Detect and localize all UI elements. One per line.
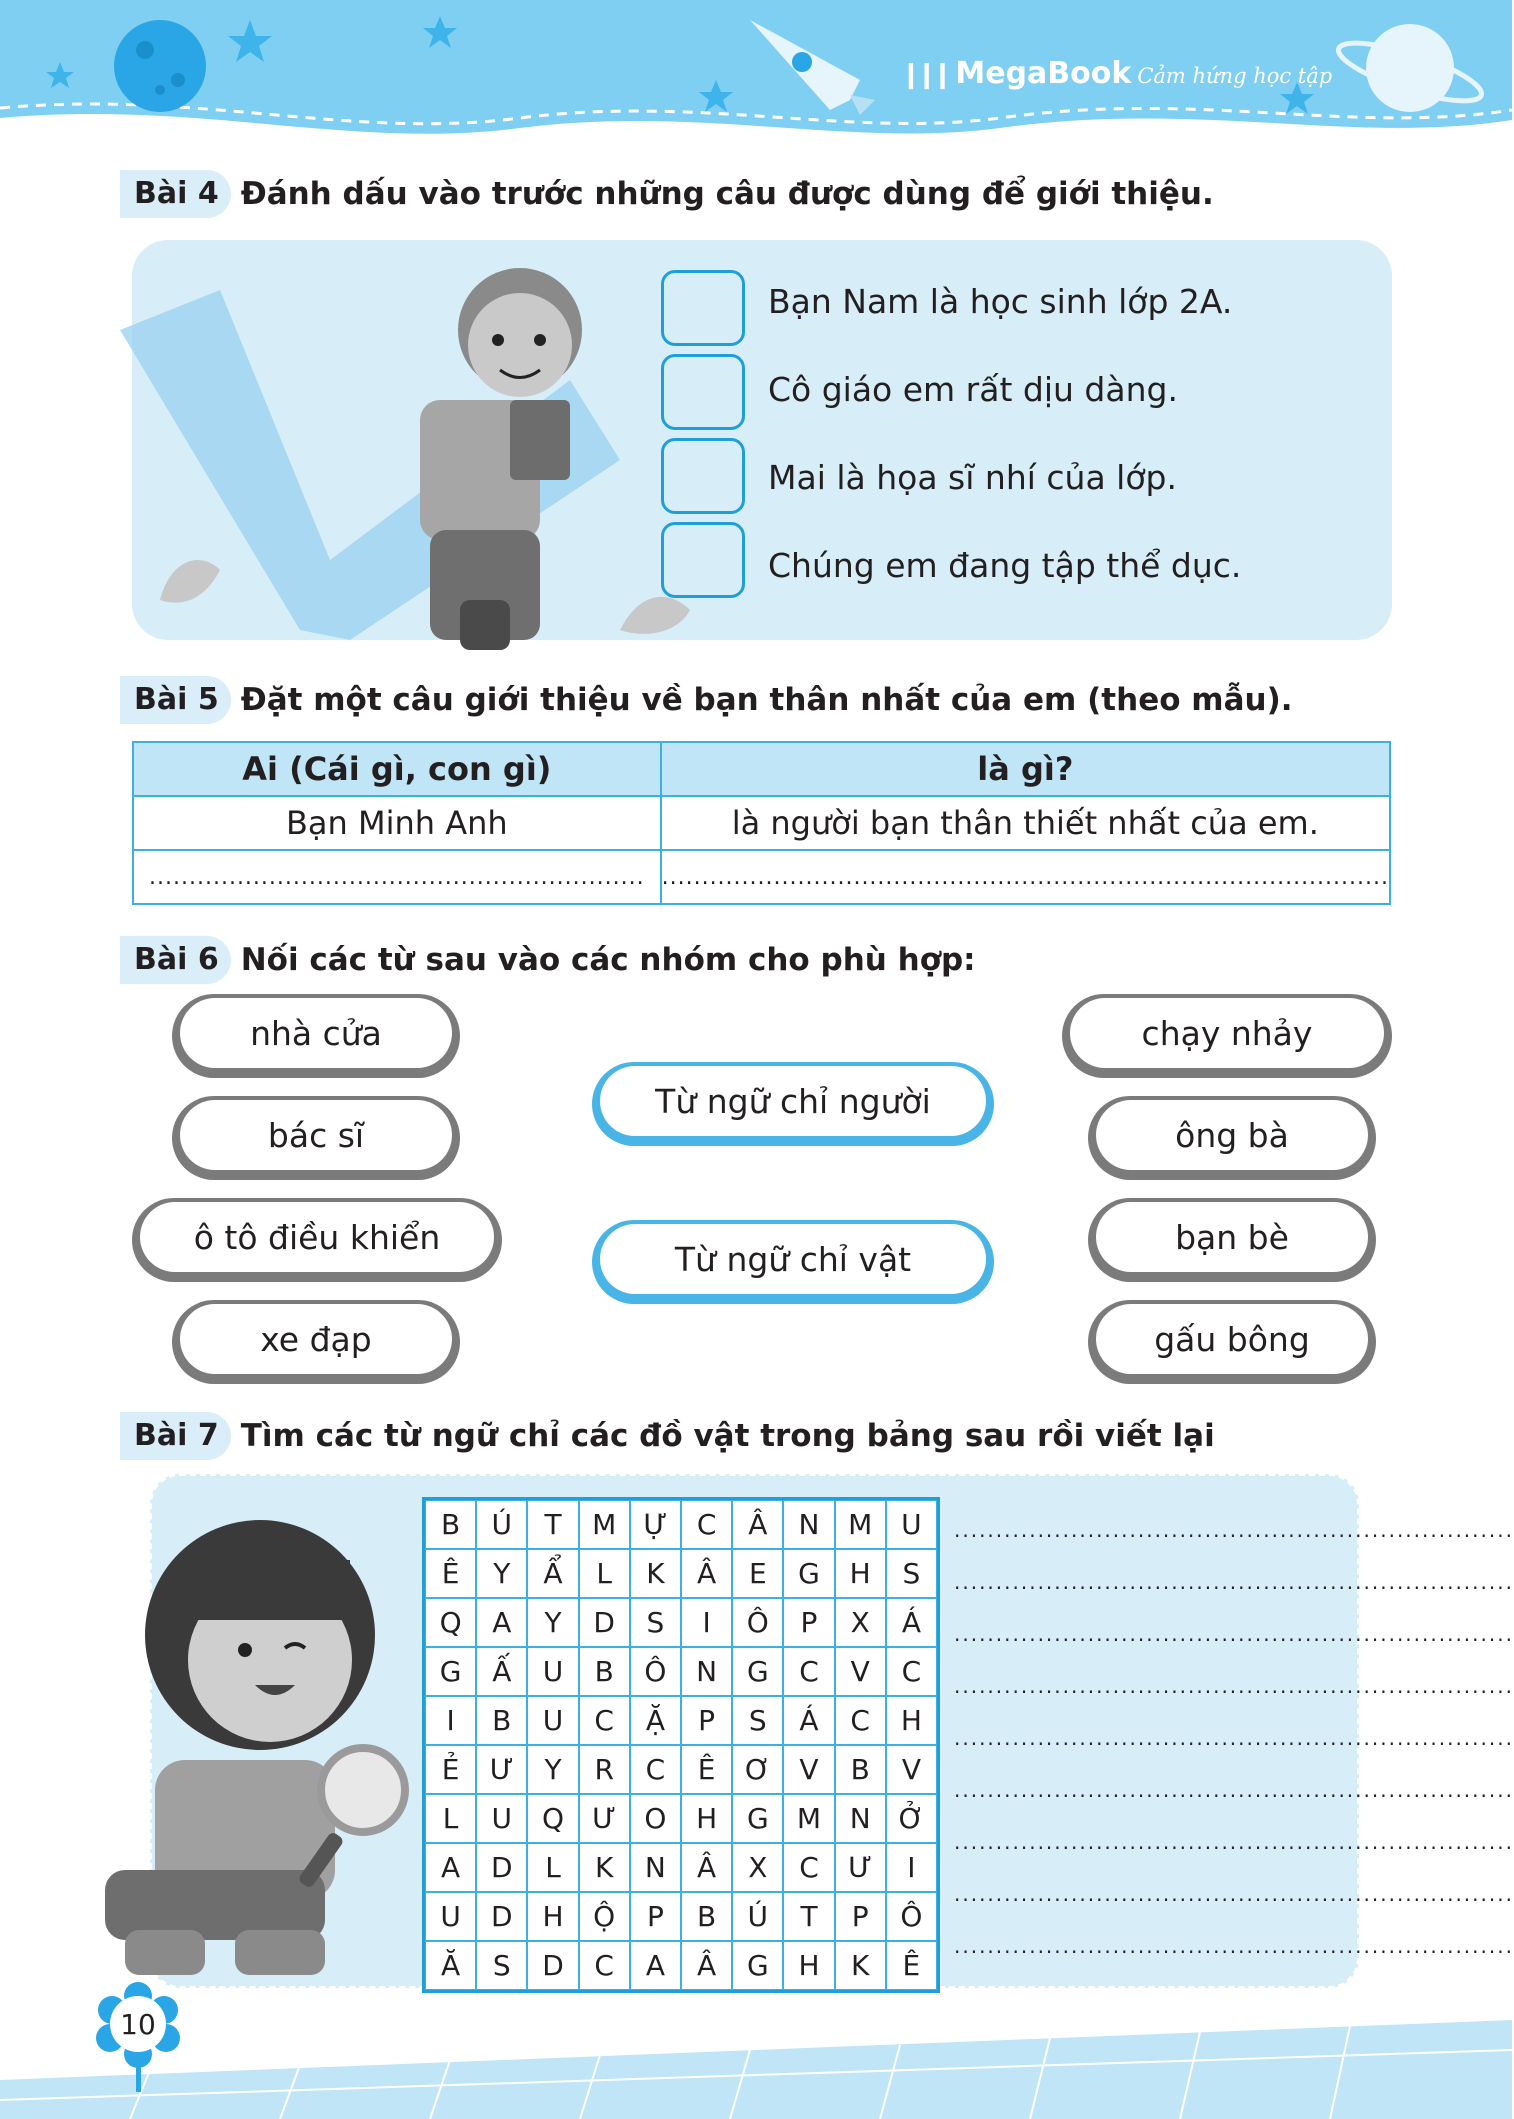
grid-cell[interactable]: Ấ (476, 1647, 527, 1696)
grid-cell[interactable]: Ă (425, 1941, 476, 1990)
grid-cell[interactable]: U (476, 1794, 527, 1843)
grid-cell[interactable]: N (783, 1500, 834, 1549)
answer-line[interactable]: ................................................................... (954, 1830, 1514, 1854)
grid-cell[interactable]: V (886, 1745, 937, 1794)
word-text: chạy nhảy (1070, 998, 1384, 1068)
word-pill[interactable] (1088, 1198, 1376, 1282)
grid-cell[interactable]: Ự (630, 1500, 681, 1549)
exercise-label: Bài 4 (120, 170, 231, 218)
grid-cell[interactable]: K (835, 1941, 886, 1990)
grid-cell[interactable]: D (476, 1892, 527, 1941)
group-text: Từ ngữ chỉ vật (600, 1224, 986, 1294)
option-text: Cô giáo em rất dịu dàng. (768, 370, 1178, 409)
word-text: nhà cửa (180, 998, 452, 1068)
word-pill[interactable] (1088, 1096, 1376, 1180)
word-pill[interactable] (172, 1096, 460, 1180)
word-text: ông bà (1096, 1100, 1368, 1170)
grid-cell[interactable]: C (886, 1647, 937, 1696)
grid-cell[interactable]: C (783, 1843, 834, 1892)
grid-cell[interactable]: C (579, 1696, 630, 1745)
grid-cell[interactable]: P (630, 1892, 681, 1941)
exercise-instruction: Đặt một câu giới thiệu về bạn thân nhất của em (theo mẫu). (240, 682, 1293, 718)
answer-line[interactable]: ................................................................... (954, 1518, 1514, 1542)
grid-cell[interactable]: P (783, 1598, 834, 1647)
grid-cell[interactable]: A (630, 1941, 681, 1990)
grid-cell[interactable]: Y (476, 1549, 527, 1598)
word-pill[interactable] (1062, 994, 1392, 1078)
grid-cell[interactable]: T (783, 1892, 834, 1941)
grid-cell[interactable]: I (886, 1843, 937, 1892)
grid-cell[interactable]: O (630, 1794, 681, 1843)
answer-blank[interactable]: .............................................................. (133, 850, 661, 904)
bai5-title (120, 674, 1293, 726)
option-checkbox[interactable] (661, 522, 745, 598)
option-checkbox[interactable] (661, 270, 745, 346)
grid-cell[interactable]: G (425, 1647, 476, 1696)
grid-cell[interactable]: M (783, 1794, 834, 1843)
grid-cell[interactable]: Â (732, 1500, 783, 1549)
grid-cell[interactable]: M (835, 1500, 886, 1549)
grid-cell[interactable]: G (732, 1647, 783, 1696)
word-pill[interactable] (1088, 1300, 1376, 1384)
option-text: Bạn Nam là học sinh lớp 2A. (768, 282, 1233, 321)
bai6-title (120, 934, 976, 986)
grid-cell[interactable]: M (579, 1500, 630, 1549)
grid-cell[interactable]: C (681, 1500, 732, 1549)
word-text: gấu bông (1096, 1304, 1368, 1374)
option-checkbox[interactable] (661, 354, 745, 430)
grid-cell[interactable]: K (630, 1549, 681, 1598)
grid-cell[interactable]: L (425, 1794, 476, 1843)
grid-cell[interactable]: N (835, 1794, 886, 1843)
grid-cell[interactable]: Ư (835, 1843, 886, 1892)
exercise-label: Bài 5 (120, 676, 231, 724)
grid-cell[interactable]: P (835, 1892, 886, 1941)
answer-line[interactable]: ................................................................... (954, 1622, 1514, 1646)
grid-cell[interactable]: Ư (476, 1745, 527, 1794)
grid-cell[interactable]: U (527, 1696, 578, 1745)
column-header: Ai (Cái gì, con gì) (133, 742, 661, 796)
grid-cell[interactable]: C (783, 1647, 834, 1696)
grid-cell[interactable]: N (630, 1843, 681, 1892)
grid-cell[interactable]: Ú (732, 1892, 783, 1941)
grid-cell[interactable]: E (732, 1549, 783, 1598)
moon-icon (114, 20, 206, 112)
grid-cell[interactable]: S (630, 1598, 681, 1647)
grid-cell[interactable]: I (681, 1598, 732, 1647)
grid-cell[interactable]: C (835, 1696, 886, 1745)
grid-cell[interactable]: B (681, 1892, 732, 1941)
grid-cell[interactable]: Ê (886, 1941, 937, 1990)
grid-cell[interactable]: V (783, 1745, 834, 1794)
grid-cell[interactable]: K (579, 1843, 630, 1892)
word-text: bác sĩ (180, 1100, 452, 1170)
grid-cell[interactable]: Ô (732, 1598, 783, 1647)
table-row-blank[interactable] (133, 850, 1390, 904)
grid-cell[interactable]: S (732, 1696, 783, 1745)
brand-logo (900, 56, 1332, 91)
grid-cell[interactable]: G (732, 1794, 783, 1843)
grid-cell[interactable]: U (886, 1500, 937, 1549)
grid-cell[interactable]: P (681, 1696, 732, 1745)
brand-name: MegaBook (955, 56, 1132, 91)
grid-cell[interactable]: G (783, 1549, 834, 1598)
grid-cell[interactable]: Ô (630, 1647, 681, 1696)
word-search-grid[interactable] (422, 1497, 940, 1993)
bai4-title (120, 168, 1214, 220)
word-text: bạn bè (1096, 1202, 1368, 1272)
grid-cell[interactable]: X (835, 1598, 886, 1647)
girl-illustration (95, 1500, 425, 1990)
grid-cell[interactable]: B (476, 1696, 527, 1745)
grid-cell[interactable]: N (681, 1647, 732, 1696)
grid-cell[interactable]: Á (886, 1598, 937, 1647)
grid-cell[interactable]: Ô (886, 1892, 937, 1941)
grid-cell[interactable]: Â (681, 1941, 732, 1990)
grid-cell[interactable]: H (835, 1549, 886, 1598)
table-cell: là người bạn thân thiết nhất của em. (661, 796, 1390, 850)
page-number: 10 (120, 2007, 156, 2041)
word-pill[interactable] (172, 994, 460, 1078)
option-text: Chúng em đang tập thể dục. (768, 546, 1242, 585)
answer-line[interactable]: ................................................................... (954, 1570, 1514, 1594)
grid-cell[interactable]: I (425, 1696, 476, 1745)
grid-cell[interactable]: Ơ (732, 1745, 783, 1794)
grid-cell[interactable]: S (476, 1941, 527, 1990)
bai7-title (120, 1410, 1215, 1462)
exercise-label: Bài 6 (120, 936, 231, 984)
grid-cell[interactable]: Q (527, 1794, 578, 1843)
grid-cell[interactable]: Y (527, 1598, 578, 1647)
word-text: xe đạp (180, 1304, 452, 1374)
group-text: Từ ngữ chỉ người (600, 1066, 986, 1136)
word-text: ô tô điều khiển (140, 1202, 494, 1272)
table-header-row (133, 742, 1390, 796)
grid-cell[interactable]: A (425, 1843, 476, 1892)
grid-cell[interactable]: Ẻ (425, 1745, 476, 1794)
grid-cell[interactable]: Ộ (579, 1892, 630, 1941)
grid-cell[interactable]: H (527, 1892, 578, 1941)
grid-cell[interactable]: Ở (886, 1794, 937, 1843)
answer-line[interactable]: ................................................................... (954, 1934, 1514, 1958)
exercise-instruction: Đánh dấu vào trước những câu được dùng để giới thiệu. (240, 176, 1214, 212)
boy-illustration (100, 270, 660, 650)
grid-cell[interactable]: Ư (579, 1794, 630, 1843)
grid-cell[interactable]: Ê (425, 1549, 476, 1598)
grid-cell[interactable]: C (630, 1745, 681, 1794)
grid-cell[interactable]: B (835, 1745, 886, 1794)
footer-grid-background (0, 2010, 1512, 2119)
exercise-label: Bài 7 (120, 1412, 231, 1460)
brand-mark-icon: ❙❙❙ (900, 60, 948, 90)
answer-line[interactable]: ................................................................... (954, 1674, 1514, 1698)
grid-cell[interactable]: U (527, 1647, 578, 1696)
grid-cell[interactable]: D (527, 1941, 578, 1990)
option-text: Mai là họa sĩ nhí của lớp. (768, 458, 1177, 497)
answer-line[interactable]: ................................................................... (954, 1726, 1514, 1750)
grid-cell[interactable]: Q (425, 1598, 476, 1647)
word-pill[interactable] (172, 1300, 460, 1384)
grid-cell[interactable]: G (732, 1941, 783, 1990)
grid-cell[interactable]: Á (783, 1696, 834, 1745)
answer-blank[interactable]: ........................................................................................... (661, 850, 1390, 904)
grid-cell[interactable]: H (783, 1941, 834, 1990)
grid-cell[interactable]: U (425, 1892, 476, 1941)
grid-cell[interactable]: H (681, 1794, 732, 1843)
grid-cell[interactable]: A (476, 1598, 527, 1647)
group-pill[interactable] (592, 1220, 994, 1304)
exercise-instruction: Tìm các từ ngữ chỉ các đồ vật trong bảng sau rồi viết lại (240, 1418, 1215, 1454)
grid-cell[interactable]: T (527, 1500, 578, 1549)
grid-cell[interactable]: Ặ (630, 1696, 681, 1745)
intro-table (132, 741, 1391, 905)
grid-cell[interactable]: Ẩ (527, 1549, 578, 1598)
grid-cell[interactable]: Ú (476, 1500, 527, 1549)
answer-line[interactable]: ................................................................... (954, 1778, 1514, 1802)
word-pill[interactable] (132, 1198, 502, 1282)
grid-cell[interactable]: L (527, 1843, 578, 1892)
grid-cell[interactable]: D (476, 1843, 527, 1892)
column-header: là gì? (661, 742, 1390, 796)
leaf-icon (160, 560, 220, 603)
grid-cell[interactable]: Ê (681, 1745, 732, 1794)
exercise-instruction: Nối các từ sau vào các nhóm cho phù hợp: (240, 942, 976, 978)
grid-cell[interactable]: R (579, 1745, 630, 1794)
table-cell: Bạn Minh Anh (133, 796, 661, 850)
grid-cell[interactable]: S (886, 1549, 937, 1598)
grid-cell[interactable]: C (579, 1941, 630, 1990)
grid-cell[interactable]: Â (681, 1549, 732, 1598)
grid-cell[interactable]: D (579, 1598, 630, 1647)
grid-cell[interactable]: L (579, 1549, 630, 1598)
table-row (133, 796, 1390, 850)
grid-cell[interactable]: B (425, 1500, 476, 1549)
grid-cell[interactable]: Y (527, 1745, 578, 1794)
grid-cell[interactable]: Â (681, 1843, 732, 1892)
grid-cell[interactable]: V (835, 1647, 886, 1696)
group-pill[interactable] (592, 1062, 994, 1146)
grid-cell[interactable]: H (886, 1696, 937, 1745)
brand-slogan: Cảm hứng học tập (1137, 64, 1333, 88)
answer-line[interactable]: ................................................................... (954, 1882, 1514, 1906)
option-checkbox[interactable] (661, 438, 745, 514)
grid-cell[interactable]: X (732, 1843, 783, 1892)
grid-cell[interactable]: B (579, 1647, 630, 1696)
